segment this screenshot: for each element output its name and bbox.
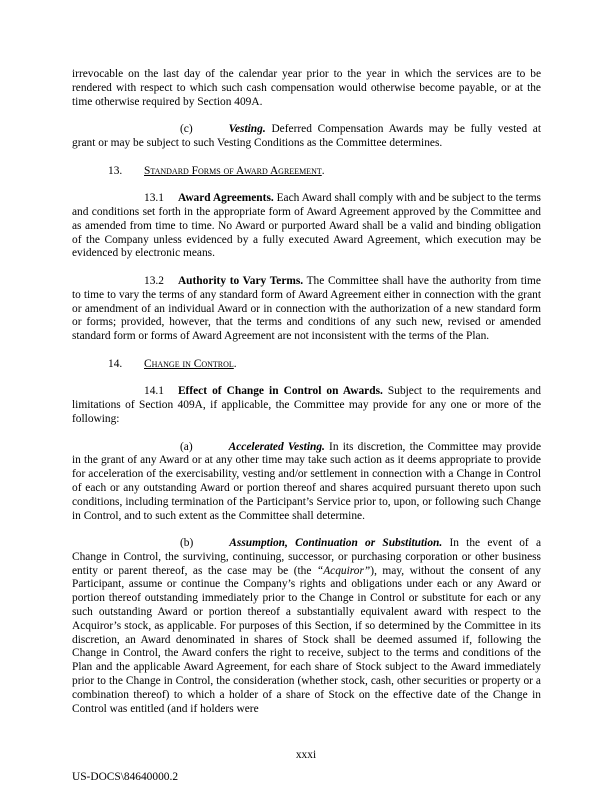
item-text-1: In the event of a Change in Control, the surviving, continuing, successor, or purchasing corporation or other business entity or parent thereof, as the case may be (the — [72, 537, 542, 577]
item-label: (b) — [180, 537, 194, 550]
section-number: 13. — [108, 164, 123, 177]
item-label: (a) — [180, 440, 193, 453]
defined-term: “Acquiror” — [316, 564, 371, 577]
subsection-number: 13.1 — [144, 192, 164, 205]
item-title: Vesting. — [228, 123, 266, 136]
subsection-14-1 — [72, 385, 541, 426]
item-text-2: ), may, without the consent of any Participant, assume or continue the Company’s rights and obligations under each or any Award or portion thereof outstanding immediately prior to the Change in Control or substitute for each or any such outstanding Award or portion thereof a substantially equivalent award with respect to the Acquiror’s stock, as applicable. For purposes of this Section, if so determined by the Committee in its discretion, an Award denominated in shares of Stock shall be deemed assumed if, following the Change in Control, the Award confers the right to receive, subject to the terms and conditions of the Plan and the applicable Award Agreement, for each share of Stock subject to the Award immediately prior to the Change in Control, the consideration (whether stock, cash, other securities or property or a combination thereof) to which a holder of a share of Stock on the effective date of the Change in Control was entitled (and if holders were — [72, 564, 541, 715]
section-title: Standard Forms of Award Agreement — [144, 164, 322, 177]
subsection-title: Award Agreements. — [177, 192, 274, 205]
section-heading-13: 13. Standard Forms of Award Agreement. — [72, 165, 541, 179]
section-title: Change in Control — [144, 357, 234, 370]
section-heading-14: 14. Change in Control. — [72, 358, 541, 372]
subsection-number: 14.1 — [144, 385, 164, 398]
subsection-number: 13.2 — [144, 274, 164, 287]
page-number: xxxi — [295, 749, 317, 761]
section-number: 14. — [108, 357, 123, 370]
subsection-title: Authority to Vary Terms. — [177, 274, 304, 287]
item-title: Assumption, Continuation or Substitution. — [229, 537, 443, 550]
paragraph-accelerated-vesting — [72, 441, 541, 524]
subsection-text: Each Award shall comply with and be subject to the terms and conditions set forth in the appropriate form of Award Agreement approved by the Committee and as amended from time to time. No Award or purported Award shall be a valid and binding obligation of the Company unless evidenced by a fully executed Award Agreement, which execution may be evidenced by electronic means. — [72, 192, 541, 260]
document-id: US-DOCS\84640000.2 — [72, 771, 179, 783]
item-title: Accelerated Vesting. — [228, 440, 325, 453]
subsection-text: Subject to the requirements and limitations of Section 409A, if applicable, the Committee may provide for any one or more of the following: — [72, 385, 542, 425]
subsection-13-2 — [72, 275, 541, 344]
subsection-title: Effect of Change in Control on Awards. — [177, 385, 383, 398]
item-label: (c) — [180, 123, 193, 136]
document-body — [72, 68, 541, 730]
subsection-text: The Committee shall have the authority from time to time to vary the terms of any standard form of Award Agreement either in connection with the grant or amendment of an individual Award or in connection with the authorization of a new standard form or forms; provided, however, that the terms and conditions of any such new, revised or amended standard form or forms of Award Agreement are not inconsistent with the terms of the Plan. — [72, 274, 541, 343]
subsection-13-1 — [72, 192, 541, 261]
paragraph-vesting — [72, 123, 541, 151]
item-text: In its discretion, the Committee may provide in the grant of any Award or at any other time may take such action as it deems appropriate to provide for acceleration of the exercisability, vesting and/or settlement in connection with a Change in Control of each or any outstanding Award or portion thereof and shares acquired pursuant thereto upon such conditions, including termination of the Participant’s Service prior to, upon, or following such Change in Control, and to such extent as the Committee shall determine. — [72, 440, 542, 522]
paragraph-assumption — [72, 537, 541, 716]
paragraph-continuation: irrevocable on the last day of the calendar year prior to the year in which the services are to be rendered with respect to which such cash compensation would otherwise become payable, or at the time otherwise required by Section 409A. — [72, 68, 541, 108]
item-text: Deferred Compensation Awards may be fully vested at grant or may be subject to such Vesting Conditions as the Committee determines. — [72, 123, 541, 149]
